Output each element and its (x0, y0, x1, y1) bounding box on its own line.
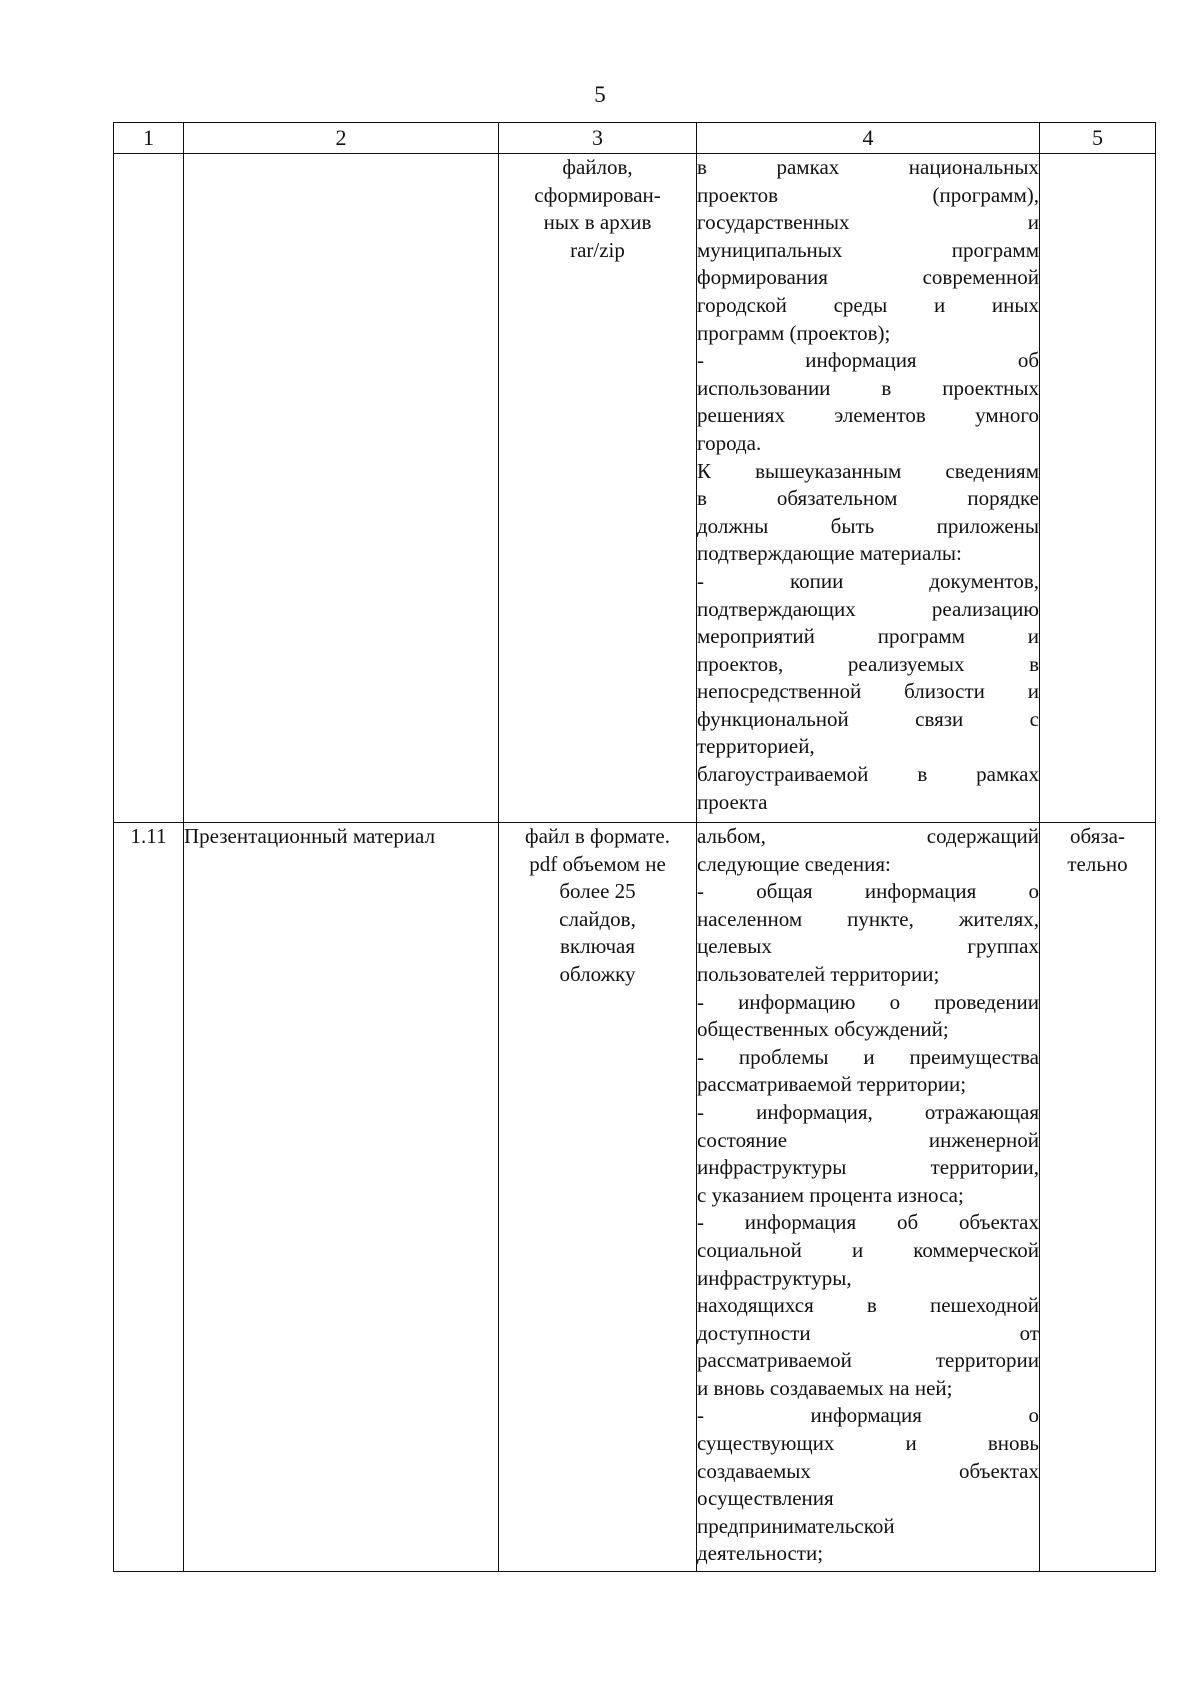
description-line: инфраструктуры территории, (697, 1155, 1039, 1180)
description-line: - общая информация о (697, 879, 1039, 904)
description-line: социальной и коммерческой (697, 1237, 1039, 1262)
description-line: проектов, реализуемых в (697, 651, 1039, 676)
description-line: - информация, отражающая (697, 1099, 1039, 1124)
description-line: проектов (программ), (697, 182, 1039, 207)
table-row (114, 823, 1156, 1572)
requirements-table (113, 122, 1156, 1572)
row-status-cell (1040, 154, 1156, 823)
description-line: в обязательном порядке (697, 486, 1039, 511)
format-line: pdf объемом не (529, 851, 666, 876)
row-format-cell (499, 154, 697, 823)
page-number: 5 (594, 82, 606, 107)
row-number-cell: 1.11 (114, 823, 184, 1572)
description-line: пользователей территории; (697, 961, 940, 986)
description-line: программ (проектов); (697, 320, 891, 345)
description-line: функциональной связи с (697, 706, 1039, 731)
description-line: подтверждающие материалы: (697, 541, 962, 566)
description-line: использовании в проектных (697, 375, 1039, 400)
description-line: территорией, (697, 734, 815, 759)
row-status-cell (1040, 823, 1156, 1572)
status-line: обяза- (1070, 824, 1125, 848)
status-line: тельно (1067, 851, 1128, 876)
description-line: подтверждающих реализацию (697, 596, 1039, 621)
description-line: рассматриваемой территории (697, 1348, 1039, 1373)
format-line: сформирован- (534, 182, 661, 207)
description-line: с указанием процента износа; (697, 1182, 964, 1207)
row-format-cell (499, 823, 697, 1572)
description-line: города. (697, 430, 762, 455)
format-line: включая (559, 934, 636, 959)
description-line: К вышеуказанным сведениям (697, 458, 1039, 483)
description-line: общественных обсуждений; (697, 1017, 949, 1042)
description-line: благоустраиваемой в рамках (697, 762, 1039, 787)
description-line: - информацию о проведении (697, 989, 1039, 1014)
format-line: rar/zip (570, 237, 625, 262)
row-number-cell (114, 154, 184, 823)
format-line: более 25 (559, 879, 636, 904)
description-line: деятельности; (697, 1541, 824, 1566)
row-description-cell (697, 154, 1040, 823)
description-line: городской среды и иных (697, 292, 1039, 317)
format-line: обложку (559, 961, 636, 986)
description-line: и вновь создаваемых на ней; (697, 1375, 953, 1400)
description-line: инфраструктуры, (697, 1265, 852, 1290)
description-line: государственных и (697, 210, 1039, 235)
description-line: создаваемых объектах (697, 1458, 1039, 1483)
format-line: файл в формате. (524, 824, 671, 848)
description-line: - копии документов, (697, 568, 1039, 593)
description-line: - проблемы и преимущества (697, 1044, 1039, 1069)
description-line: состояние инженерной (697, 1127, 1039, 1152)
description-line: осуществления (697, 1486, 834, 1511)
description-line: целевых группах (697, 934, 1039, 959)
description-line: формирования современной (697, 265, 1039, 290)
column-header-5: 5 (1040, 123, 1156, 154)
description-line: - информация о (697, 1403, 1039, 1428)
description-line: решениях элементов умного (697, 403, 1039, 428)
description-line: предпринимательской (697, 1513, 895, 1538)
format-line: слайдов, (559, 906, 636, 931)
column-header-3: 3 (499, 123, 697, 154)
description-line: альбом, содержащий (697, 824, 1039, 848)
row-name-cell (184, 154, 499, 823)
description-line: в рамках национальных (697, 155, 1039, 179)
description-line: следующие сведения: (697, 851, 891, 876)
description-line: - информация об (697, 348, 1039, 373)
description-line: муниципальных программ (697, 237, 1039, 262)
column-header-2: 2 (184, 123, 499, 154)
description-line: населенном пункте, жителях, (697, 906, 1039, 931)
format-line: ных в архив (543, 210, 652, 235)
description-line: - информация об объектах (697, 1210, 1039, 1235)
row-name-cell: Презентационный материал (184, 823, 499, 1572)
description-line: рассматриваемой территории; (697, 1072, 967, 1097)
column-header-4: 4 (697, 123, 1040, 154)
description-line: проекта (697, 789, 768, 814)
table-row (114, 154, 1156, 823)
description-line: существующих и вновь (697, 1431, 1039, 1456)
description-line: находящихся в пешеходной (697, 1293, 1039, 1318)
description-line: мероприятий программ и (697, 624, 1039, 649)
row-description-cell (697, 823, 1040, 1572)
table-header-row (114, 123, 1156, 154)
column-header-1: 1 (114, 123, 184, 154)
description-line: должны быть приложены (697, 513, 1039, 538)
description-line: непосредственной близости и (697, 679, 1039, 704)
format-line: файлов, (562, 155, 633, 179)
description-line: доступности от (697, 1320, 1039, 1345)
